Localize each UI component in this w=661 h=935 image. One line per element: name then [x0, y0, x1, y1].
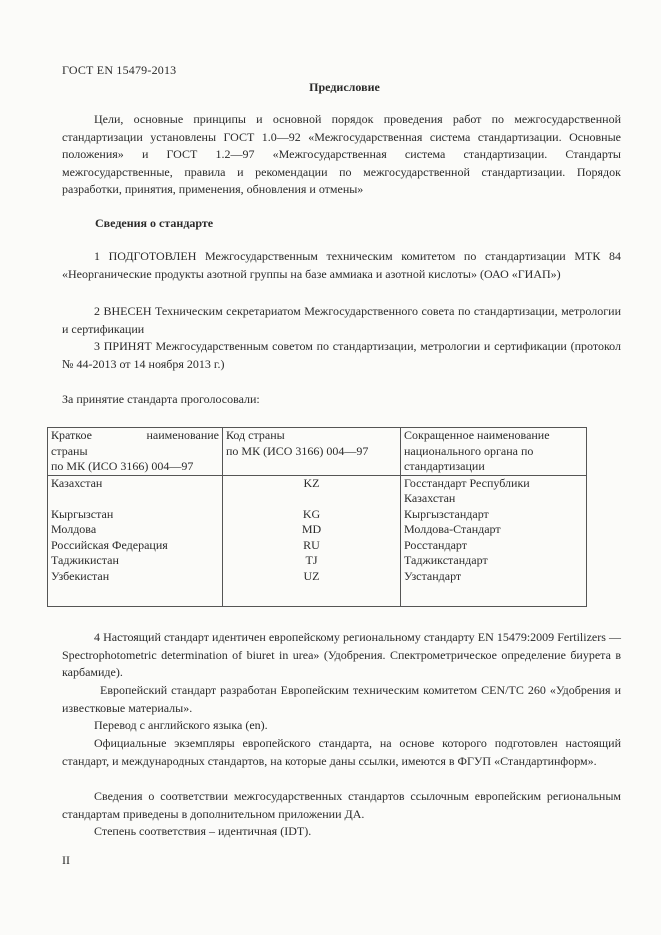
intro-paragraph: Цели, основные принципы и основной порядок проведения работ по межгосударственной стандартизации установлены ГОСТ 1.0—92 «Межгосударственная система стандартизации. Основные положения» и ГОСТ 1.2—97 «Межгосударственная система стандартизации. Стандарты межгосударственные, правила и рекомендации по межгосударственной стандартизации. Порядок разработки, принятия, применения, обновления и отмены»: [62, 112, 621, 196]
translation-paragraph: Перевод с английского языка (en).: [94, 718, 268, 732]
code-cell: UZ: [223, 569, 401, 585]
table-row: [48, 569, 587, 585]
org-cell: Узстандарт: [401, 569, 587, 585]
table-row: [48, 475, 587, 507]
document-header: ГОСТ EN 15479-2013: [62, 63, 177, 77]
conformity-degree: Степень соответствия – идентичная (IDT).: [94, 824, 312, 838]
country-cell: Таджикистан: [48, 553, 223, 569]
page-title: Предисловие: [309, 80, 380, 94]
page-number: II: [62, 853, 70, 867]
item-4-paragraph: 4 Настоящий стандарт идентичен европейскому региональному стандарту EN 15479:2009 Fertilizers — Spectrophotometric determination of biuret in urea» (Удобрения. Спектрометрическое определение биурета в карбамиде).: [62, 630, 621, 679]
org-cell: Таджикстандарт: [401, 553, 587, 569]
country-cell: Узбекистан: [48, 569, 223, 585]
code-cell: KG: [223, 507, 401, 523]
header-national-body: Сокращенное наименование национального органа по стандартизации: [401, 428, 587, 476]
code-cell: KZ: [223, 475, 401, 507]
item-1-paragraph: 1 ПОДГОТОВЛЕН Межгосударственным техническим комитетом по стандартизации МТК 84 «Неорганические продукты азотной группы на базе аммиака и азотной кислоты» (ОАО «ГИАП»): [62, 249, 621, 281]
header-country-code: Код страны по МК (ИСО 3166) 004—97: [223, 428, 401, 476]
org-cell: Росстандарт: [401, 538, 587, 554]
table-row: [48, 538, 587, 554]
country-cell: Молдова: [48, 522, 223, 538]
org-cell: Госстандарт Республики Казахстан: [401, 475, 587, 507]
vote-intro: За принятие стандарта проголосовали:: [62, 392, 260, 406]
table-row: [48, 507, 587, 523]
item-2-paragraph: 2 ВНЕСЕН Техническим секретариатом Межгосударственного совета по стандартизации, метрологии и сертификации: [62, 304, 621, 336]
table-row-spacer: [48, 584, 587, 607]
country-cell: Казахстан: [48, 475, 223, 507]
correspondence-paragraph: Сведения о соответствии межгосударственных стандартов ссылочным европейским региональным стандартам приведены в дополнительном приложении ДА.: [62, 789, 621, 821]
org-cell: Молдова-Стандарт: [401, 522, 587, 538]
country-cell: Кыргызстан: [48, 507, 223, 523]
section-subtitle: Сведения о стандарте: [95, 216, 214, 230]
official-copies-paragraph: Официальные экземпляры европейского стандарта, на основе которого подготовлен настоящий стандарт, и международных стандартов, на которые даны ссылки, имеются в ФГУП «Стандартинформ».: [62, 736, 621, 768]
header-country-name: Краткое наименование страны по МК (ИСО 3166) 004—97: [48, 428, 223, 476]
code-cell: MD: [223, 522, 401, 538]
country-cell: Российская Федерация: [48, 538, 223, 554]
table-row: [48, 553, 587, 569]
code-cell: RU: [223, 538, 401, 554]
code-cell: TJ: [223, 553, 401, 569]
item-3-paragraph: 3 ПРИНЯТ Межгосударственным советом по стандартизации, метрологии и сертификации (протокол № 44-2013 от 14 ноября 2013 г.): [62, 339, 621, 371]
voting-table: [47, 427, 587, 607]
european-standard-paragraph: Европейский стандарт разработан Европейским техническим комитетом CEN/TC 260 «Удобрения и известковые материалы».: [62, 683, 621, 715]
org-cell: Кыргызстандарт: [401, 507, 587, 523]
table-row: [48, 522, 587, 538]
table-header-row: [48, 428, 587, 476]
